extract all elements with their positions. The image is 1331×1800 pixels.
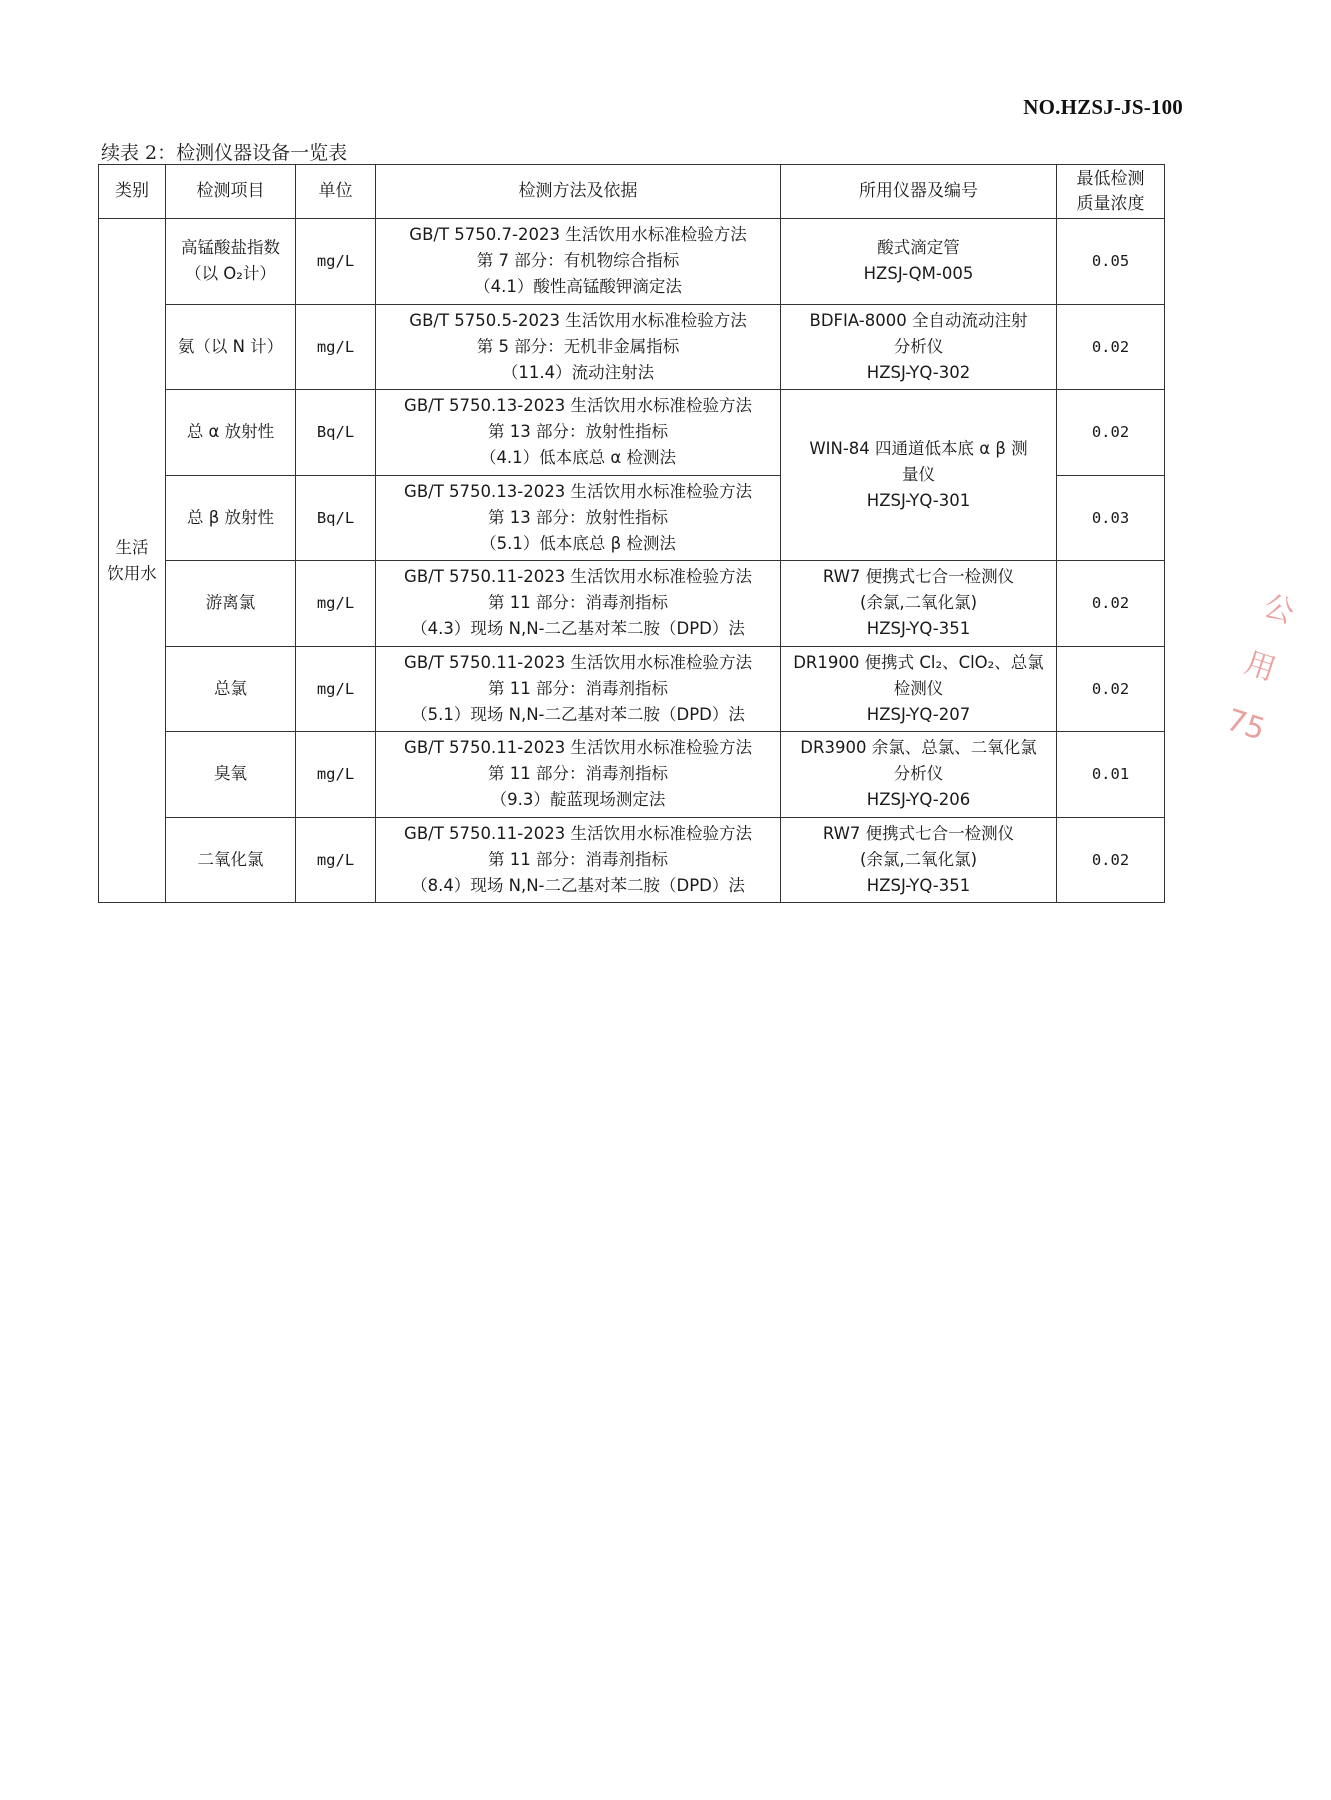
method-line: GB/T 5750.11-2023 生活饮用水标准检验方法 bbox=[404, 652, 752, 672]
method-line: GB/T 5750.11-2023 生活饮用水标准检验方法 bbox=[404, 738, 752, 758]
table-row bbox=[99, 561, 1165, 647]
instrument-line: 分析仪 bbox=[893, 764, 944, 784]
category-line: 饮用水 bbox=[107, 563, 157, 583]
item-line: 氨（以 N 计） bbox=[177, 336, 284, 356]
header-min-line2: 质量浓度 bbox=[1076, 193, 1145, 214]
method-cell bbox=[376, 646, 781, 732]
instrument-line: 检测仪 bbox=[893, 678, 944, 698]
method-line: （8.4）现场 N,N-二乙基对苯二胺（DPD）法 bbox=[411, 875, 745, 895]
method-line: GB/T 5750.13-2023 生活饮用水标准检验方法 bbox=[404, 396, 752, 416]
instrument-line: HZSJ-YQ-206 bbox=[866, 790, 971, 810]
instrument-cell bbox=[781, 646, 1057, 732]
category-line: 生活 bbox=[115, 537, 149, 557]
method-line: GB/T 5750.11-2023 生活饮用水标准检验方法 bbox=[404, 567, 752, 587]
method-line: 第 5 部分：无机非金属指标 bbox=[476, 336, 680, 356]
instrument-line: HZSJ-QM-005 bbox=[863, 264, 974, 284]
table-row bbox=[99, 219, 1165, 305]
header-unit: 单位 bbox=[296, 165, 376, 219]
table-row bbox=[99, 732, 1165, 818]
instrument-line: HZSJ-YQ-301 bbox=[866, 491, 971, 510]
method-line: GB/T 5750.7-2023 生活饮用水标准检验方法 bbox=[409, 225, 747, 245]
method-cell bbox=[376, 390, 781, 476]
min-concentration-cell: 0.02 bbox=[1057, 304, 1165, 390]
item-line: 总 β 放射性 bbox=[186, 507, 275, 527]
item-cell bbox=[166, 817, 296, 903]
unit-cell: mg/L bbox=[296, 732, 376, 818]
unit-cell: mg/L bbox=[296, 646, 376, 732]
instrument-cell bbox=[781, 304, 1057, 390]
header-method: 检测方法及依据 bbox=[376, 165, 781, 219]
method-cell bbox=[376, 304, 781, 390]
method-cell bbox=[376, 475, 781, 561]
min-concentration-cell: 0.05 bbox=[1057, 219, 1165, 305]
instrument-cell bbox=[781, 817, 1057, 903]
item-line: （以 O₂计） bbox=[185, 264, 276, 284]
method-cell bbox=[376, 817, 781, 903]
header-instrument: 所用仪器及编号 bbox=[781, 165, 1057, 219]
instrument-cell bbox=[781, 390, 1057, 561]
unit-cell: mg/L bbox=[296, 219, 376, 305]
item-cell bbox=[166, 732, 296, 818]
method-cell bbox=[376, 732, 781, 818]
stamp-char: 用 bbox=[1240, 645, 1280, 689]
method-line: GB/T 5750.13-2023 生活饮用水标准检验方法 bbox=[404, 481, 752, 501]
method-line: （5.1）低本底总 β 检测法 bbox=[480, 533, 676, 553]
method-line: （4.1）低本底总 α 检测法 bbox=[479, 448, 677, 468]
method-line: （4.1）酸性高锰酸钾滴定法 bbox=[474, 277, 682, 297]
table-header-row bbox=[99, 165, 1165, 219]
instrument-line: RW7 便携式七合一检测仪 bbox=[822, 823, 1015, 843]
method-line: （4.3）现场 N,N-二乙基对苯二胺（DPD）法 bbox=[411, 619, 745, 639]
item-cell bbox=[166, 304, 296, 390]
header-min-concentration bbox=[1057, 165, 1165, 219]
instrument-cell bbox=[781, 732, 1057, 818]
table-row bbox=[99, 390, 1165, 476]
item-cell bbox=[166, 475, 296, 561]
min-concentration-cell: 0.03 bbox=[1057, 475, 1165, 561]
item-line: 游离氯 bbox=[205, 593, 256, 613]
table-row bbox=[99, 646, 1165, 732]
item-line: 高锰酸盐指数 bbox=[181, 238, 280, 258]
item-cell bbox=[166, 219, 296, 305]
table-row bbox=[99, 304, 1165, 390]
method-cell bbox=[376, 219, 781, 305]
unit-cell: Bq/L bbox=[296, 475, 376, 561]
method-line: 第 13 部分：放射性指标 bbox=[488, 422, 668, 442]
table-row bbox=[99, 817, 1165, 903]
red-stamp-fragment bbox=[1193, 577, 1330, 843]
unit-cell: mg/L bbox=[296, 561, 376, 647]
item-line: 二氧化氯 bbox=[197, 849, 264, 869]
unit-cell: mg/L bbox=[296, 304, 376, 390]
instrument-line: HZSJ-YQ-302 bbox=[866, 362, 971, 382]
instrument-line: DR3900 余氯、总氯、二氧化氯 bbox=[800, 738, 1037, 758]
header-item: 检测项目 bbox=[166, 165, 296, 219]
item-cell bbox=[166, 390, 296, 476]
instrument-line: (余氯,二氧化氯) bbox=[859, 849, 978, 869]
instrument-line: HZSJ-YQ-207 bbox=[866, 704, 971, 724]
stamp-char: 75 bbox=[1222, 702, 1270, 748]
header-category: 类别 bbox=[99, 165, 166, 219]
item-cell bbox=[166, 561, 296, 647]
method-line: 第 11 部分：消毒剂指标 bbox=[488, 764, 668, 784]
instrument-line: WIN-84 四通道低本底 α β 测 bbox=[809, 439, 1028, 458]
min-concentration-cell: 0.02 bbox=[1057, 817, 1165, 903]
instrument-cell bbox=[781, 219, 1057, 305]
instrument-line: BDFIA-8000 全自动流动注射 bbox=[809, 310, 1028, 330]
min-concentration-cell: 0.02 bbox=[1057, 390, 1165, 476]
method-line: GB/T 5750.5-2023 生活饮用水标准检验方法 bbox=[409, 310, 747, 330]
method-line: 第 11 部分：消毒剂指标 bbox=[488, 678, 668, 698]
instrument-line: RW7 便携式七合一检测仪 bbox=[822, 567, 1015, 587]
instrument-table bbox=[98, 164, 1165, 903]
item-line: 臭氧 bbox=[214, 764, 247, 784]
method-cell bbox=[376, 561, 781, 647]
instrument-line: HZSJ-YQ-351 bbox=[866, 875, 971, 895]
min-concentration-cell: 0.02 bbox=[1057, 561, 1165, 647]
method-line: （5.1）现场 N,N-二乙基对苯二胺（DPD）法 bbox=[411, 704, 745, 724]
method-line: 第 11 部分：消毒剂指标 bbox=[488, 849, 668, 869]
unit-cell: Bq/L bbox=[296, 390, 376, 476]
min-concentration-cell: 0.02 bbox=[1057, 646, 1165, 732]
item-line: 总 α 放射性 bbox=[186, 422, 275, 442]
instrument-line: 分析仪 bbox=[893, 336, 944, 356]
instrument-line: 酸式滴定管 bbox=[877, 238, 960, 258]
method-line: （9.3）靛蓝现场测定法 bbox=[490, 790, 666, 810]
instrument-line: HZSJ-YQ-351 bbox=[866, 619, 971, 639]
method-line: （11.4）流动注射法 bbox=[501, 362, 655, 382]
instrument-line: 量仪 bbox=[902, 465, 935, 484]
instrument-cell bbox=[781, 561, 1057, 647]
method-line: GB/T 5750.11-2023 生活饮用水标准检验方法 bbox=[404, 823, 752, 843]
min-concentration-cell: 0.01 bbox=[1057, 732, 1165, 818]
category-cell bbox=[99, 219, 166, 903]
header-min-line1: 最低检测 bbox=[1076, 168, 1145, 189]
method-line: 第 11 部分：消毒剂指标 bbox=[488, 593, 668, 613]
unit-cell: mg/L bbox=[296, 817, 376, 903]
table-caption: 续表 2：检测仪器设备一览表 bbox=[101, 142, 348, 164]
item-cell bbox=[166, 646, 296, 732]
method-line: 第 13 部分：放射性指标 bbox=[488, 507, 668, 527]
instrument-line: (余氯,二氧化氯) bbox=[859, 593, 978, 613]
item-line: 总氯 bbox=[214, 678, 247, 698]
method-line: 第 7 部分：有机物综合指标 bbox=[476, 251, 680, 271]
document-number: NO.HZSJ-JS-100 bbox=[1023, 95, 1183, 119]
instrument-line: DR1900 便携式 Cl₂、ClO₂、总氯 bbox=[793, 652, 1044, 672]
stamp-char: 公 bbox=[1259, 588, 1299, 632]
